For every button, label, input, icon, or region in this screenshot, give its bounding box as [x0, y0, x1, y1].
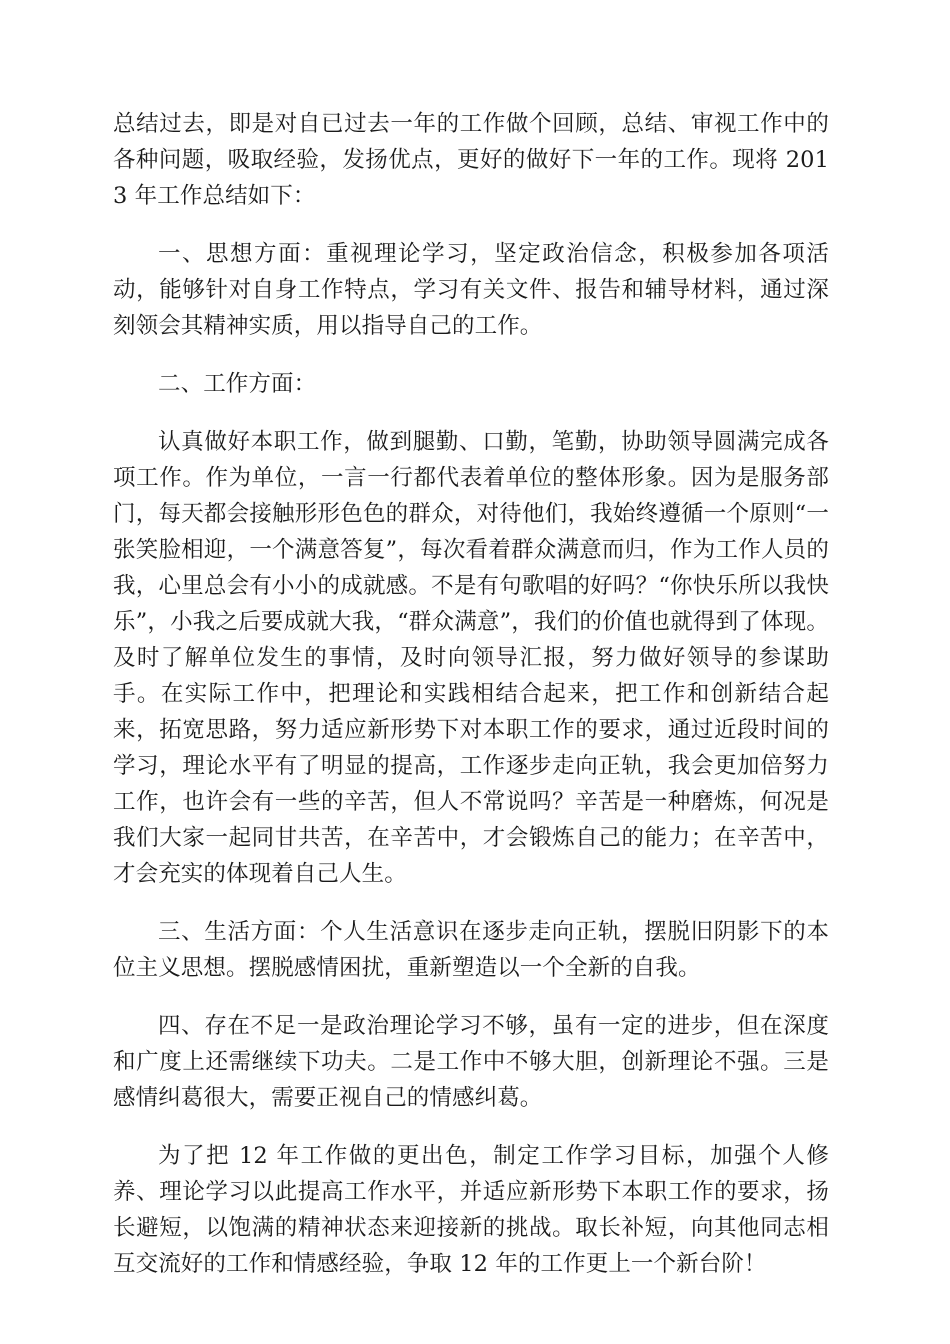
paragraph-section-three-life: 三、生活方面：个人生活意识在逐步走向正轨，摆脱旧阴影下的本位主义思想。摆脱感情困扰，重新塑造以一个全新的自我。	[113, 919, 829, 981]
paragraph-intro: 总结过去，即是对自已过去一年的工作做个回顾，总结、审视工作中的各种问题，吸取经验，发扬优点，更好的做好下一年的工作。现将 2013 年工作总结如下：	[113, 111, 829, 209]
paragraph-section-two-body: 认真做好本职工作，做到腿勤、口勤，笔勤，协助领导圆满完成各项工作。作为单位，一言一行都代表着单位的整体形象。因为是服务部门，每天都会接触形形色色的群众，对待他们，我始终遵循一个原则“一张笑脸相迎，一个满意答复”，每次看着群众满意而归，作为工作人员的我，心里总会有小小的成就感。不是有句歌唱的好吗？“你快乐所以我快乐”，小我之后要成就大我，“群众满意”，我们的价值也就得到了体现。及时了解单位发生的事情，及时向领导汇报，努力做好领导的参谋助手。在实际工作中，把理论和实践相结合起来，把工作和创新结合起来，拓宽思路，努力适应新形势下对本职工作的要求，通过近段时间的学习，理论水平有了明显的提高，工作逐步走向正轨，我会更加倍努力工作，也许会有一些的辛苦，但人不常说吗？辛苦是一种磨炼，何况是我们大家一起同甘共苦，在辛苦中，才会锻炼自己的能力；在辛苦中，才会充实的体现着自己人生。	[113, 429, 829, 887]
document-text-body	[113, 106, 829, 1282]
paragraph-closing-outlook: 为了把 12 年工作做的更出色，制定工作学习目标，加强个人修养、理论学习以此提高工作水平，并适应新形势下本职工作的要求，扬长避短，以饱满的精神状态来迎接新的挑战。取长补短，向其他同志相互交流好的工作和情感经验，争取 12 年的工作更上一个新台阶！	[113, 1143, 829, 1277]
paragraph-section-two-heading: 二、工作方面：	[158, 371, 317, 397]
paragraph-section-one-thought: 一、思想方面：重视理论学习，坚定政治信念，积极参加各项活动，能够针对自身工作特点，学习有关文件、报告和辅导材料，通过深刻领会其精神实质，用以指导自己的工作。	[113, 241, 829, 339]
paragraph-section-four-shortcomings: 四、存在不足一是政治理论学习不够，虽有一定的进步，但在深度和广度上还需继续下功夫。二是工作中不够大胆，创新理论不强。三是感情纠葛很大，需要正视自己的情感纠葛。	[113, 1013, 829, 1111]
